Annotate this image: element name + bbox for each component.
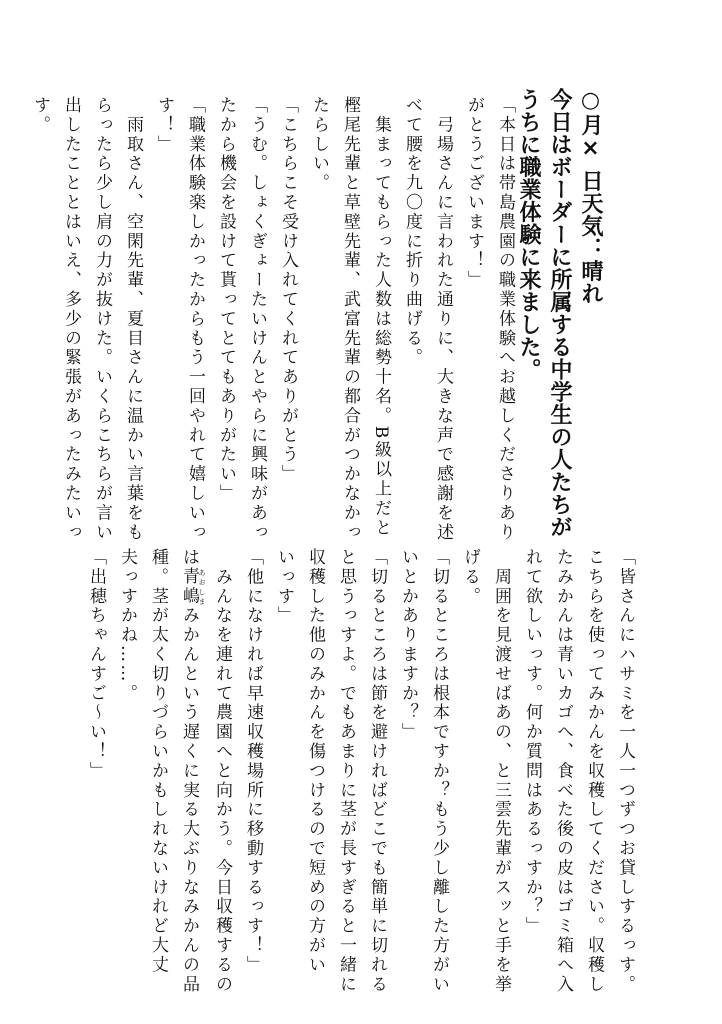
ruby-suffix: みかんという遅くに実る大ぶりなみかんの品 [179,606,199,995]
text-column: 「皆さんにハサミを一人一つずつお貸しするっす。 [615,548,635,995]
ruby-reading: あおしま [198,567,206,607]
text-column: と思うっすよ。でもあまりに茎が長すぎると一緒に [336,548,356,995]
ruby-base: 青嶋 [179,567,199,607]
text-column: 「職業体験楽しかったからもう一回やれて嬉しいっ [185,96,205,543]
text-column: 出したこととはいえ、多少の緊張があったみたいっ [61,96,81,543]
text-column: たから機会を設けて貰ってとてもありがたい」 [216,96,236,504]
text-column: こちらを使ってみかんを収穫してください。収穫し [584,548,604,995]
text-column: れて欲しいっす。何か質問はあるっすか？」 [522,548,542,936]
title-line: ○月× 日天気：晴れ [578,88,603,305]
text-column: す。 [30,96,50,135]
text-column: 「切るところは根本ですか？もう少し離した方がい [429,548,449,995]
text-column: たらしい。 [309,96,329,193]
text-column-with-ruby [173,548,206,994]
text-column: 弓場さんに言われた通りに、大きな声で感謝を述 [433,96,453,543]
text-column: べて腰を九〇度に折り曲げる。 [402,96,422,368]
text-column: 「うむ。しょくぎょーたいけんとやらに興味があっ [247,96,267,543]
text-column: 「こちらこそ受け入れてくれてありがとう」 [278,96,298,484]
bottom-text-block [80,548,640,994]
text-column: たみかんは青いカゴへ、食べた後の皮はゴミ箱へ入 [553,548,573,995]
diary-title [513,88,606,538]
text-column: 「出穂ちゃんすご～い！」 [86,548,106,781]
text-column: 「本日は帯島農園の職業体験へお越しくださりあり [495,96,515,543]
title-line: 今日はボーダーに所属する中学生の人たちが [547,88,572,538]
ruby-word [179,567,206,607]
text-column: がとうございます！」 [464,96,484,290]
text-column: 収穫した他のみかんを傷つけるので短めの方がい [305,548,325,975]
text-column: 雨取さん、空閑先輩、夏目さんに温かい言葉をも [123,96,143,543]
text-column: 樫尾先輩と草壁先輩、武富先輩の都合がつかなかっ [340,96,360,543]
text-column: いとかありますか？」 [398,548,418,742]
text-column: 周囲を見渡せばあの、と三雲先輩がスッと手を挙 [491,548,511,995]
text-column: 夫っすかね……。 [117,548,137,704]
text-column: 種。茎が太く切りづらいかもしれないけれど大丈 [148,548,168,975]
text-column: す！」 [154,96,174,155]
top-text-block [24,96,520,542]
text-column: 「切るところは節を避ければどこでも簡単に切れる [367,548,387,995]
text-column: 集まってもらった人数は総勢十名。B級以上だと [371,96,391,538]
title-line: うちに職業体験に来ました。 [516,88,541,381]
text-column: みんなを連れて農園へと向かう。今日収穫するの [212,548,232,995]
text-column: 「他になければ早速収穫場所に移動するっす！」 [243,548,263,975]
text-column: らったら少し肩の力が抜けた。いくらこちらが言い [92,96,112,543]
text-column: いっす」 [274,548,294,626]
ruby-prefix: は [179,548,199,568]
text-column: げる。 [460,548,480,607]
